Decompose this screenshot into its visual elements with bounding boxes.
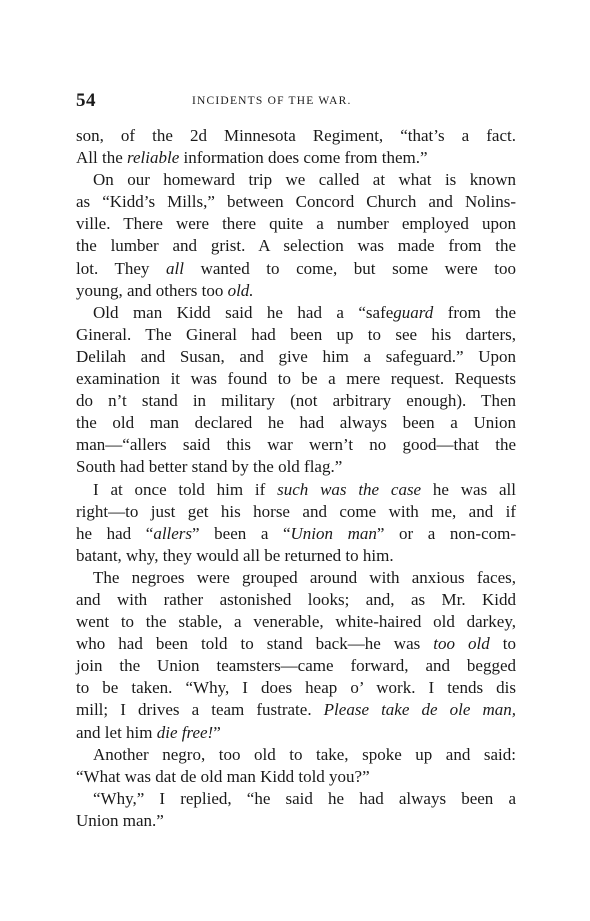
text-line: examination it was found to be a mere request. Requests xyxy=(76,369,516,389)
text-line: batant, why, they would all be returned to him. xyxy=(76,545,394,565)
text-line: and with rather astonished looks; and, as Mr. Kidd xyxy=(76,589,516,609)
text-line: Union man.” xyxy=(76,810,164,830)
text-line: On our homeward trip we called at what is known xyxy=(93,170,516,190)
text-line: who had been told to stand back—he was too old to xyxy=(76,634,516,654)
text-line: the old man declared he had always been a Union xyxy=(76,413,516,433)
text-line: Delilah and Susan, and give him a safeguard.” Upon xyxy=(76,346,516,366)
text-line: do n’t stand in military (not arbitrary enough). Then xyxy=(76,391,516,411)
text-line: went to the stable, a venerable, white-haired old darkey, xyxy=(76,612,516,632)
text-line: lot. They all wanted to come, but some were too xyxy=(76,258,516,278)
text-line: “What was dat de old man Kidd told you?” xyxy=(76,766,370,786)
text-line: man—“allers said this war wern’t no good—that the xyxy=(76,435,516,455)
text-line: to be taken. “Why, I does heap o’ work. I tends dis xyxy=(76,678,516,698)
text-line: ville. There were there quite a number employed upon xyxy=(76,214,516,234)
text-line: mill; I drives a team fustrate. Please take de ole man, xyxy=(76,700,516,720)
text-line: the lumber and grist. A selection was made from the xyxy=(76,236,516,256)
text-line: Old man Kidd said he had a “safeguard from the xyxy=(93,302,516,322)
running-title: INCIDENTS OF THE WAR. xyxy=(192,95,352,107)
text-line: Another negro, too old to take, spoke up and said: xyxy=(93,744,516,764)
text-line: right—to just get his horse and come with me, and if xyxy=(76,501,516,521)
text-line: join the Union teamsters—came forward, and begged xyxy=(76,656,516,676)
text-line: young, and others too old. xyxy=(76,280,254,300)
text-line: son, of the 2d Minnesota Regiment, “that’s a fact. xyxy=(76,126,516,145)
body-text xyxy=(76,125,516,832)
text-line: as “Kidd’s Mills,” between Concord Church and Nolins- xyxy=(76,192,516,212)
text-line: “Why,” I replied, “he said he had always been a xyxy=(93,788,516,808)
text-line: Gineral. The Gineral had been up to see his darters, xyxy=(76,324,516,344)
text-line: I at once told him if such was the case he was all xyxy=(93,479,516,499)
text-line: All the reliable information does come from them.” xyxy=(76,148,428,168)
page-number: 54 xyxy=(76,90,96,111)
text-line: The negroes were grouped around with anxious faces, xyxy=(93,567,516,587)
text-line: South had better stand by the old flag.” xyxy=(76,457,343,477)
text-line: he had “allers” been a “Union man” or a non-com- xyxy=(76,523,517,543)
text-line: and let him die free!” xyxy=(76,722,221,742)
page-header xyxy=(76,90,516,110)
